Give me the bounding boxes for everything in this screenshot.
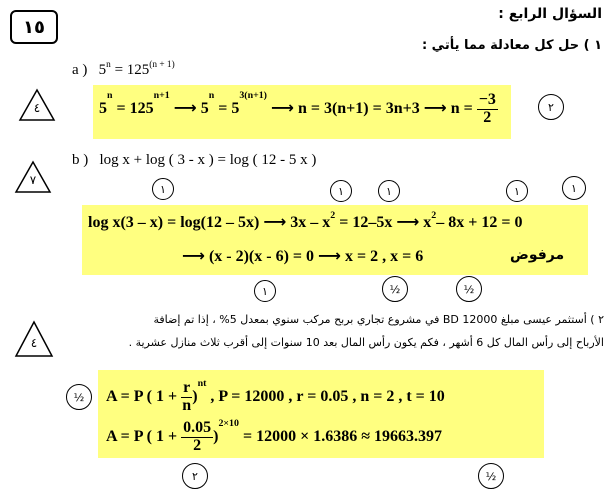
part1-instruction: ١ ) حل كل معادلة مما يأتي : [421,38,602,53]
triangle-mark-a: ٤ [18,88,56,122]
score-box [10,10,58,44]
question-title: السؤال الرابع : [498,6,602,22]
mark-circle-p2-2: ٢ [182,463,208,489]
mark-circle-p2-3: ½ [478,463,504,489]
fraction-r-over-n: $\frac{r}{n}$ [182,379,192,414]
triangle-mark-part2: ٤ [14,320,54,358]
part-a-equation: a ) $5^n = 125^{(n + 1)}$ [72,60,175,78]
mark-circle-b5: ١ [562,176,586,200]
rejected-label: مرفوض [510,247,565,263]
mark-circle-a: ٢ [538,94,564,120]
fraction-0.05-over-2: $\frac{0.05}{2}$ [183,419,212,454]
arrow-icon: ⟶ [423,97,447,117]
arrow-icon: ⟶ [318,246,341,265]
fraction-minus-3-over-2: $\frac{-3}{2}$ [478,91,496,126]
triangle-mark-b: ٧ [14,160,52,194]
mark-circle-b8: ½ [456,276,482,302]
mark-circle-b1: ١ [152,178,174,200]
part-b-line2: ⟶ (x - 2)(x - 6) = 0 ⟶ x = 2 , x = 6 [182,246,424,265]
part-b-label: b ) [72,152,89,168]
arrow-icon: ⟶ [182,246,205,265]
mark-circle-b4: ١ [506,180,528,202]
arrow-icon: ⟶ [263,212,287,231]
mark-circle-p2-1: ½ [66,384,92,410]
part-a-solution: $5^n = 125^{n+1}$ ⟶ $5^n = 5^{3(n+1)}$ ⟶ n = 3(n+1) = 3n+3 ⟶ n = $\frac{-3}{2}$ [99,90,496,126]
part2-formula1: A = P ( 1 + $\frac{r}{n}$ )$^{nt}$ , P = 12000 , r = 0.05 , n = 2 , t = 10 [106,378,445,414]
arrow-icon: ⟶ [173,97,197,117]
part-b-equation: b ) log x + log ( 3 - x ) = log ( 12 - 5 x ) [72,152,317,168]
part-a-label: a ) [72,62,88,78]
part2-formula2: A = P ( 1 + $\frac{0.05}{2}$ )$^{2\times 10}$ = 12000 × 1.6386 ≈ 19663.397 [106,418,442,454]
mark-circle-b6: ١ [254,280,276,302]
arrow-icon: ⟶ [271,97,294,117]
arrow-icon: ⟶ [396,212,420,231]
part2-text-line1: ٢ ) أستثمر عيسى مبلغ BD 12000 في مشروع تجاري بربح مركب سنوي بمعدل 5% ، إذا تم إضافة [153,313,604,326]
mark-circle-b2: ١ [330,180,352,202]
score-value: ١٥ [23,16,45,38]
part2-text-line2: الأرباح إلى رأس المال كل 6 أشهر ، فكم يكون رأس المال بعد 10 سنوات إلى أقرب ثلاث منازل عشرية . [128,336,604,349]
part-b-line1: log x(3 – x) = log(12 – 5x) ⟶ $3x - x^2 = 12-5x$ ⟶ $x^2-$ 8x + 12 = 0 [88,210,523,231]
mark-circle-b3: ١ [378,180,400,202]
mark-circle-b7: ½ [382,276,408,302]
